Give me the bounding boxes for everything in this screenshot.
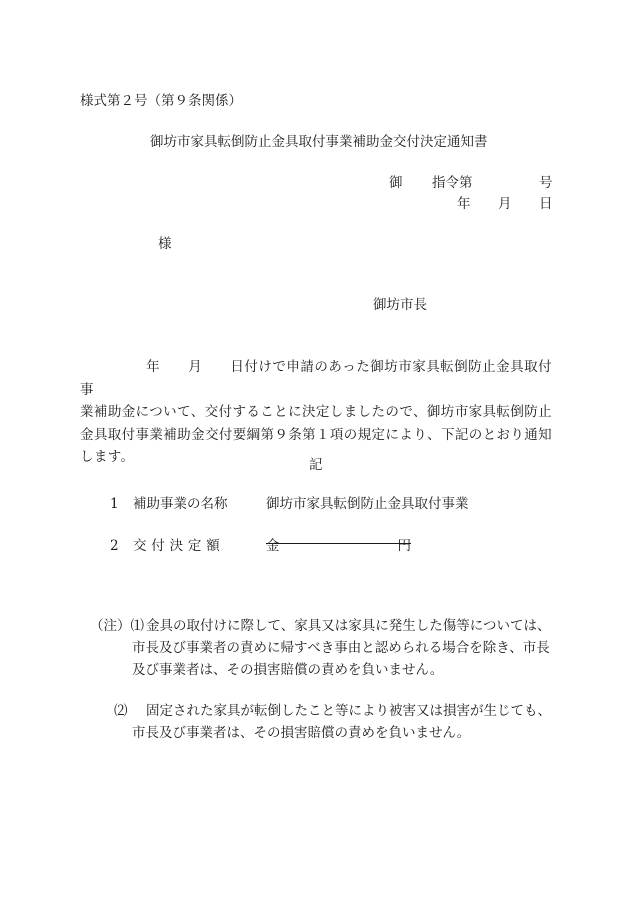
note-1-line-1: 金具の取付けに際して、家具又は家具に発生した傷等については、 <box>146 618 551 634</box>
item-1-value: 御坊市家具転倒防止金具取付事業 <box>266 496 469 512</box>
ki-heading: 記 <box>309 457 323 473</box>
amount-suffix: 円 <box>397 538 411 554</box>
body-month-label: 月 <box>188 359 203 375</box>
item-2-label: 交付決定額 <box>133 538 225 554</box>
number-suffix: 号 <box>539 175 553 191</box>
date-day-label: 日 <box>539 196 553 212</box>
body-first-line <box>80 356 552 401</box>
recipient-honorific: 様 <box>158 236 172 252</box>
form-number: 様式第２号（第９条関係） <box>80 93 242 109</box>
item-2-number: 2 <box>110 538 119 554</box>
date-month-label: 月 <box>498 196 512 212</box>
body-first-line-text: 日付けで申請のあった御坊市家具転倒防止金具取付事 <box>80 359 552 398</box>
note-1-line-2: 市長及び事業者の責めに帰すべき事由と認められる場合を除き、市長 <box>132 640 550 656</box>
grant-amount-field <box>266 538 411 554</box>
note-2-line-1: 固定された家具が転倒したこと等により被害又は損害が生じても、 <box>146 703 551 719</box>
document-title: 御坊市家具転倒防止金具取付事業補助金交付決定通知書 <box>150 134 488 150</box>
body-rest-text: 業補助金について、交付することに決定しましたので、御坊市家具転倒防止金具取付事業補助金交付要綱第９条第１項の規定により、下記のとおり通知します。 <box>80 404 552 465</box>
note-1-line-3: 及び事業者は、その損害賠償の責めを負いません。 <box>132 662 444 678</box>
body-year-label: 年 <box>146 359 161 375</box>
instruction-label: 指令第 <box>432 175 473 191</box>
note-2-marker: ⑵ <box>114 703 128 719</box>
issuer-prefix: 御 <box>389 175 403 191</box>
date-year-label: 年 <box>457 196 471 212</box>
item-1-label: 補助事業の名称 <box>133 496 228 512</box>
body-paragraph <box>80 356 552 469</box>
note-1-marker: （注）⑴ <box>90 618 144 634</box>
item-1-number: 1 <box>110 496 119 512</box>
mayor-title: 御坊市長 <box>373 297 427 313</box>
amount-prefix: 金 <box>266 538 280 554</box>
note-2-line-2: 市長及び事業者は、その損害賠償の責めを負いません。 <box>132 725 471 741</box>
